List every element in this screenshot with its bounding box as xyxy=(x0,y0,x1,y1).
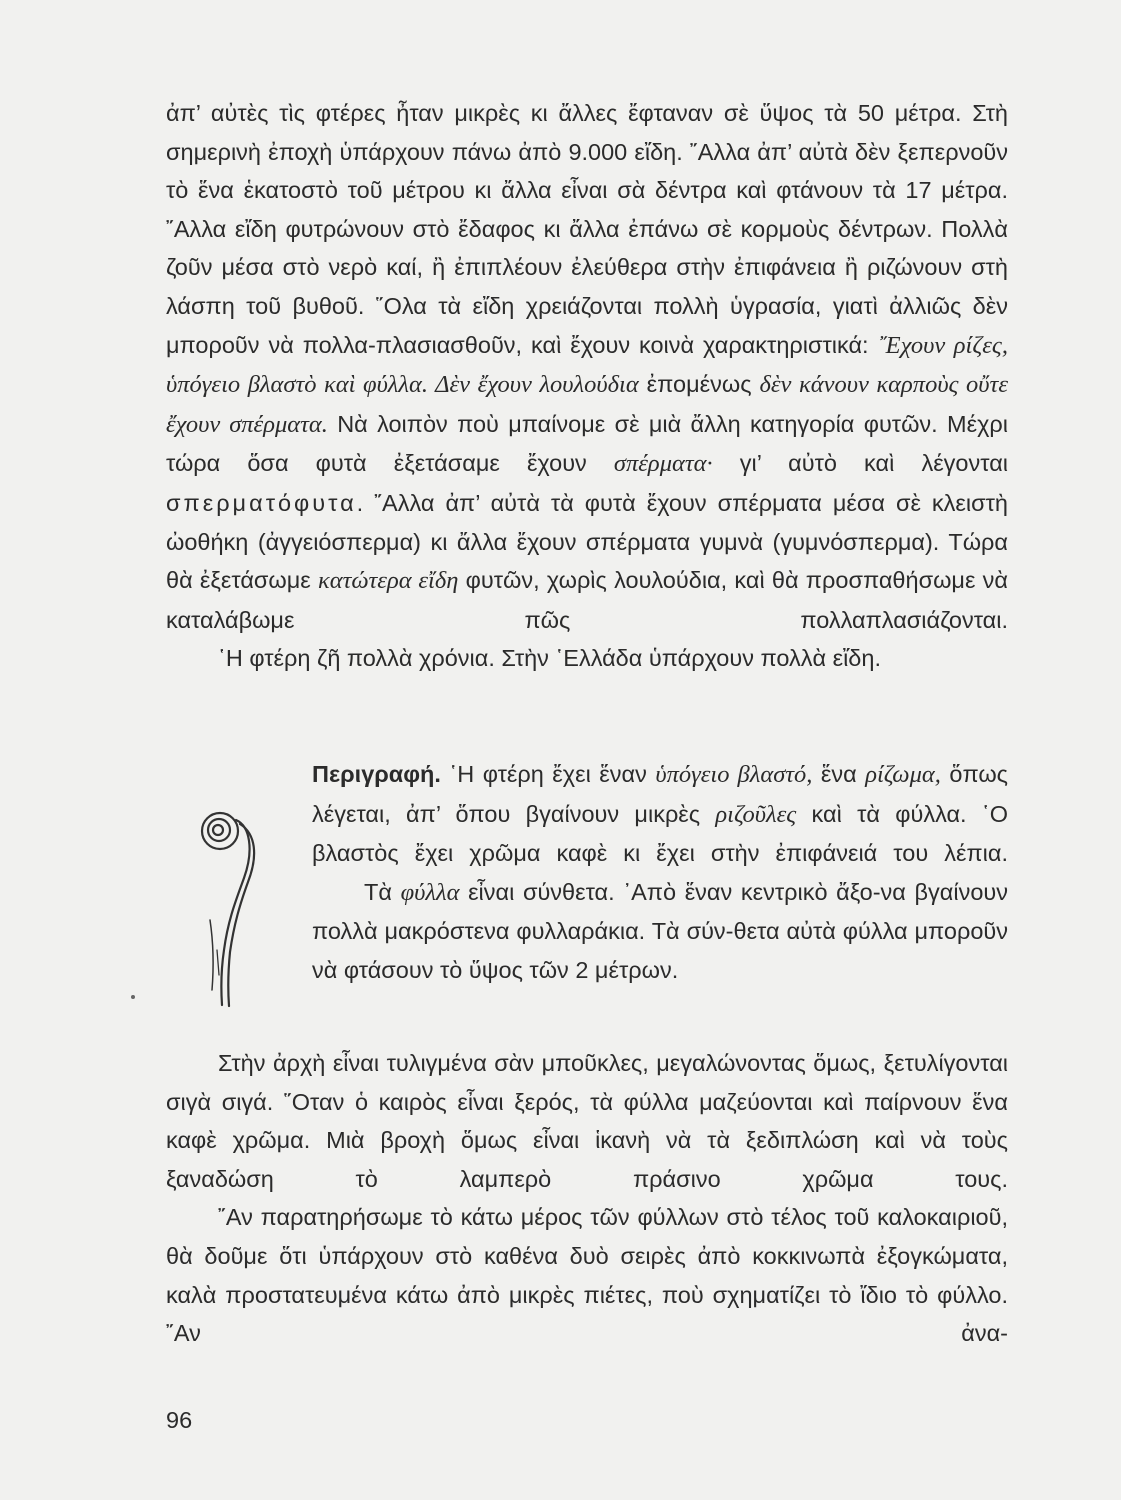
description-paragraph xyxy=(312,755,1008,873)
leaves-paragraph xyxy=(312,873,1008,990)
body-text-bottom xyxy=(166,1044,1008,1353)
text-run: σπέρματα· xyxy=(613,450,713,478)
text-run: ἕνα xyxy=(812,761,866,787)
body-text-top xyxy=(166,94,1008,678)
text-run: ὅπως λέγεται, ἀπ’ ὅπου βγαίνουν μικρὲς xyxy=(312,761,1008,827)
text-run: φυτῶν, χωρὶς λουλούδια, καὶ θὰ προσπαθήσωμε νὰ καταλάβωμε πῶς πολλαπλασιάζονται. xyxy=(166,567,1009,633)
text-run: ἐπομένως xyxy=(638,371,760,398)
text-run: ἀπ’ αὐτὲς τὶς φτέρες ἦταν μικρὲς κι ἄλλες ἔφταναν σὲ ὕψος τὰ 50 μέτρα. Στὴ σημερινὴ ἐποχὴ ὑπάρχουν πάνω ἀπὸ 9.000 εἴδη. ῎Αλλα ἀπ’ αὐτὰ δὲν ξεπερνοῦν τὸ ἕνα ἑκατοστὸ τοῦ μέτρου κι ἄλλα εἶναι σὰ δέντρα καὶ φτάνουν τὰ 17 μέτρα. ῎Αλλα εἴδη φυτρώνουν στὸ ἔδαφος κι ἄλλα ἐπάνω σὲ κορμοὺς δέντρων. Πολλὰ ζοῦν μέσα στὸ νερὸ καί, ἢ ἐπιπλέουν ἐλεύθερα στὴν ἐπιφάνεια ἢ ριζώνουν στὴ λάσπη τοῦ βυθοῦ. ῞Ολα τὰ εἴδη χρειάζονται πολλὴ ὑγρασία, γιατὶ ἀλλιῶς δὲν μποροῦν νὰ πολλα-πλασιασθοῦν, καὶ ἔχουν κοινὰ χαρακτηριστικά: xyxy=(166,100,1008,358)
description-section xyxy=(312,755,1008,990)
text-run: καὶ τὰ φύλλα. ῾Ο βλαστὸς ἔχει χρῶμα καφὲ κι ἔχει στὴν ἐπιφάνειά του λέπια. xyxy=(312,800,1008,867)
text-run: σπερματόφυτα xyxy=(166,489,357,516)
fern-fiddlehead-illustration xyxy=(188,800,268,1010)
text-run: φύλλα xyxy=(400,878,460,906)
text-run: γι’ αὐτὸ καὶ λέγονται xyxy=(712,450,1008,477)
description-heading: Περιγραφή. xyxy=(312,761,441,787)
text-run: ὑπόγειο βλαστό, xyxy=(655,761,813,788)
text-run: δὲν κάνουν καρποὺς οὔτε ἔχουν σπέρματα. xyxy=(166,371,1008,438)
text-run: . ῎Αλλα ἀπ’ αὐτὰ τὰ φυτὰ ἔχουν σπέρματα μέσα σὲ κλειστὴ ὠοθήκη (ἀγγειόσπερμα) κι ἄλλα ἔχουν σπέρματα γυμνὰ (γυμνόσπερμα). Τώρα θὰ ἐξετάσωμε xyxy=(166,489,1008,594)
fern-lifespan-paragraph: ῾Η φτέρη ζῆ πολλὰ χρόνια. Στὴν ῾Ελλάδα ὑπάρχουν πολλὰ εἴδη. xyxy=(218,645,881,672)
text-run: ριζοῦλες xyxy=(715,800,797,828)
page-number: 96 xyxy=(166,1407,193,1433)
intro-paragraph xyxy=(166,94,1008,639)
text-run: Τὰ xyxy=(364,878,401,905)
text-run: ρίζωμα, xyxy=(865,761,941,788)
text-run: ῎Εχουν ρίζες, ὑπόγειο βλαστὸ καὶ φύλλα. Δὲν ἔχουν λουλούδια xyxy=(166,331,1008,399)
curled-leaves-paragraph: Στὴν ἀρχὴ εἶναι τυλιγμένα σὰν μποῦκλες, μεγαλώνοντας ὅμως, ξετυλίγονται σιγὰ σιγά. ῞Οταν ὁ καιρὸς εἶναι ξερός, τὰ φύλλα μαζεύονται καὶ παίρνουν ἕνα καφὲ χρῶμα. Μιὰ βροχὴ ὅμως εἶναι ἱκανὴ νὰ τὰ ξεδιπλώση καὶ νὰ τοὺς ξαναδώση τὸ λαμπερὸ πράσινο χρῶμα τους. xyxy=(166,1050,1008,1192)
text-run: κατώτερα εἴδη xyxy=(318,567,459,595)
text-run: Νὰ λοιπὸν ποὺ μπαίνομε σὲ μιὰ ἄλλη κατηγορία φυτῶν. Μέχρι τώρα ὅσα φυτὰ ἐξετάσαμε ἔχουν xyxy=(166,410,1008,477)
text-run: ῾Η φτέρη ἔχει ἕναν xyxy=(440,761,656,787)
underside-paragraph: ῎Αν παρατηρήσωμε τὸ κάτω μέρος τῶν φύλλων στὸ τέλος τοῦ καλοκαιριοῦ, θὰ δοῦμε ὅτι ὑπάρχουν στὸ καθένα δυὸ σειρὲς ἀπὸ κοκκινωπὰ ἐξογκώματα, καλὰ προστατευμένα κάτω ἀπὸ μικρὲς πιέτες, ποὺ σχηματίζει τὸ ἴδιο τὸ φύλλο. ῎Αν ἀνα- xyxy=(166,1204,1008,1347)
text-run: εἶναι σύνθετα. ᾿Απὸ ἕναν κεντρικὸ ἄξο-να βγαίνουν πολλὰ μακρόστενα φυλλαράκια. Τὰ σύν-θετα αὐτὰ φύλλα μποροῦν νὰ φτάσουν τὸ ὕψος τῶν 2 μέτρων. xyxy=(312,878,1008,983)
speck xyxy=(131,995,135,999)
